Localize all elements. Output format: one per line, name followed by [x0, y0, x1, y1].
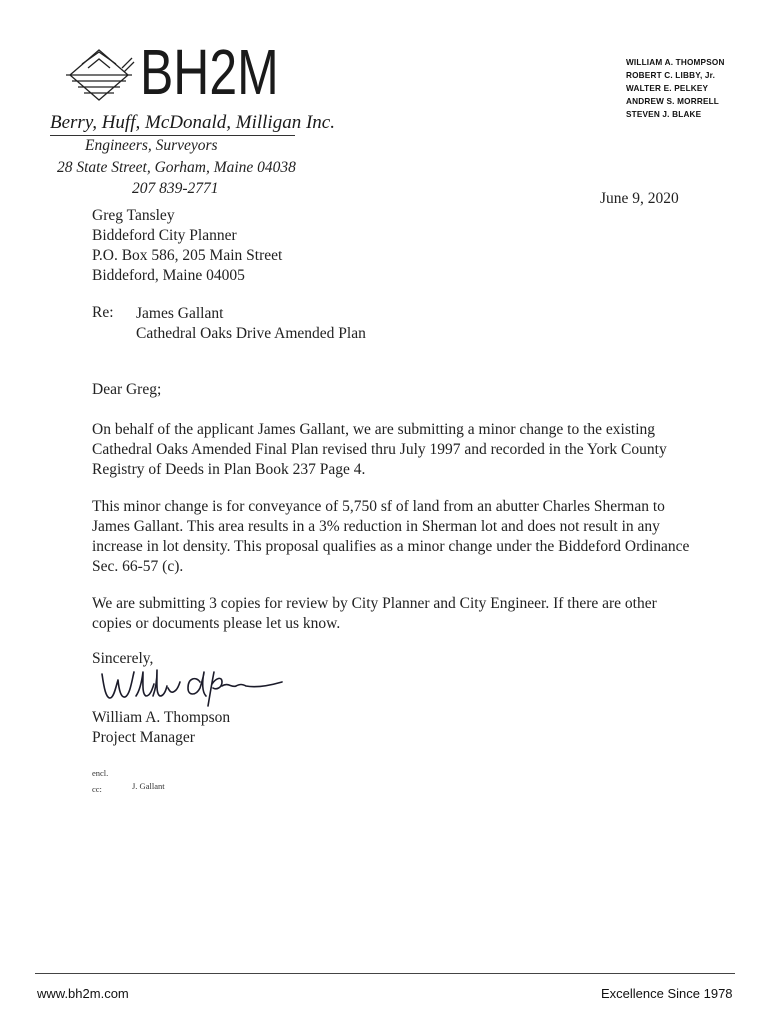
recipient-line: P.O. Box 586, 205 Main Street	[92, 247, 283, 264]
cc-name: J. Gallant	[132, 781, 165, 791]
signer-name: William A. Thompson	[92, 709, 231, 726]
paragraph-line: increase in lot density. This proposal qualifies as a minor change under the Biddeford Ordinance	[92, 538, 690, 555]
enclosure-block	[92, 765, 108, 797]
salutation: Dear Greg;	[92, 381, 162, 398]
firm-subtitle: Engineers, Surveyors	[85, 137, 218, 154]
paragraph-1	[92, 420, 692, 480]
recipient-line: Biddeford City Planner	[92, 227, 237, 244]
staff-name: WALTER E. PELKEY	[626, 84, 709, 93]
recipient-line: Biddeford, Maine 04005	[92, 267, 245, 284]
cc-label: cc:	[92, 784, 102, 794]
letter-date: June 9, 2020	[600, 190, 679, 207]
paragraph-2	[92, 497, 692, 577]
enclosure-label: encl.	[92, 768, 109, 778]
paragraph-line: Registry of Deeds in Plan Book 237 Page 4.	[92, 461, 366, 478]
handwritten-signature	[96, 660, 296, 710]
staff-list	[626, 56, 725, 121]
paragraph-line: This minor change is for conveyance of 5,750 sf of land from an abutter Charles Sherman to	[92, 498, 665, 515]
staff-name: ROBERT C. LIBBY, Jr.	[626, 71, 716, 80]
recipient-block	[92, 206, 282, 286]
footer-divider	[35, 973, 735, 974]
staff-name: STEVEN J. BLAKE	[626, 110, 702, 119]
paragraph-3	[92, 594, 692, 634]
staff-name: ANDREW S. MORRELL	[626, 97, 720, 106]
staff-name: WILLIAM A. THOMPSON	[626, 58, 725, 67]
signer-block	[92, 708, 230, 748]
footer-website: www.bh2m.com	[37, 986, 129, 1001]
re-line: Cathedral Oaks Drive Amended Plan	[136, 325, 366, 342]
paragraph-line: Sec. 66-57 (c).	[92, 558, 184, 575]
paragraph-line: James Gallant. This area results in a 3% reduction in Sherman lot and does not result in any	[92, 518, 660, 535]
paragraph-line: copies or documents please let us know.	[92, 615, 341, 632]
closing: Sincerely,	[92, 650, 154, 667]
re-line: James Gallant	[136, 305, 224, 322]
logo-wordmark: BH2M	[140, 36, 279, 108]
re-subject	[136, 304, 366, 344]
footer-tagline: Excellence Since 1978	[601, 986, 733, 1001]
recipient-line: Greg Tansley	[92, 207, 175, 224]
paragraph-line: Cathedral Oaks Amended Final Plan revised thru July 1997 and recorded in the York County	[92, 441, 667, 458]
firm-name: Berry, Huff, McDonald, Milligan Inc.	[50, 112, 295, 136]
re-label: Re:	[92, 304, 114, 321]
signer-title: Project Manager	[92, 729, 195, 746]
firm-address: 28 State Street, Gorham, Maine 04038	[57, 159, 296, 176]
bh2m-logo-icon	[62, 46, 136, 104]
firm-phone: 207 839-2771	[132, 180, 219, 197]
paragraph-line: On behalf of the applicant James Gallant, we are submitting a minor change to the existing	[92, 421, 656, 438]
paragraph-line: We are submitting 3 copies for review by City Planner and City Engineer. If there are other	[92, 595, 657, 612]
